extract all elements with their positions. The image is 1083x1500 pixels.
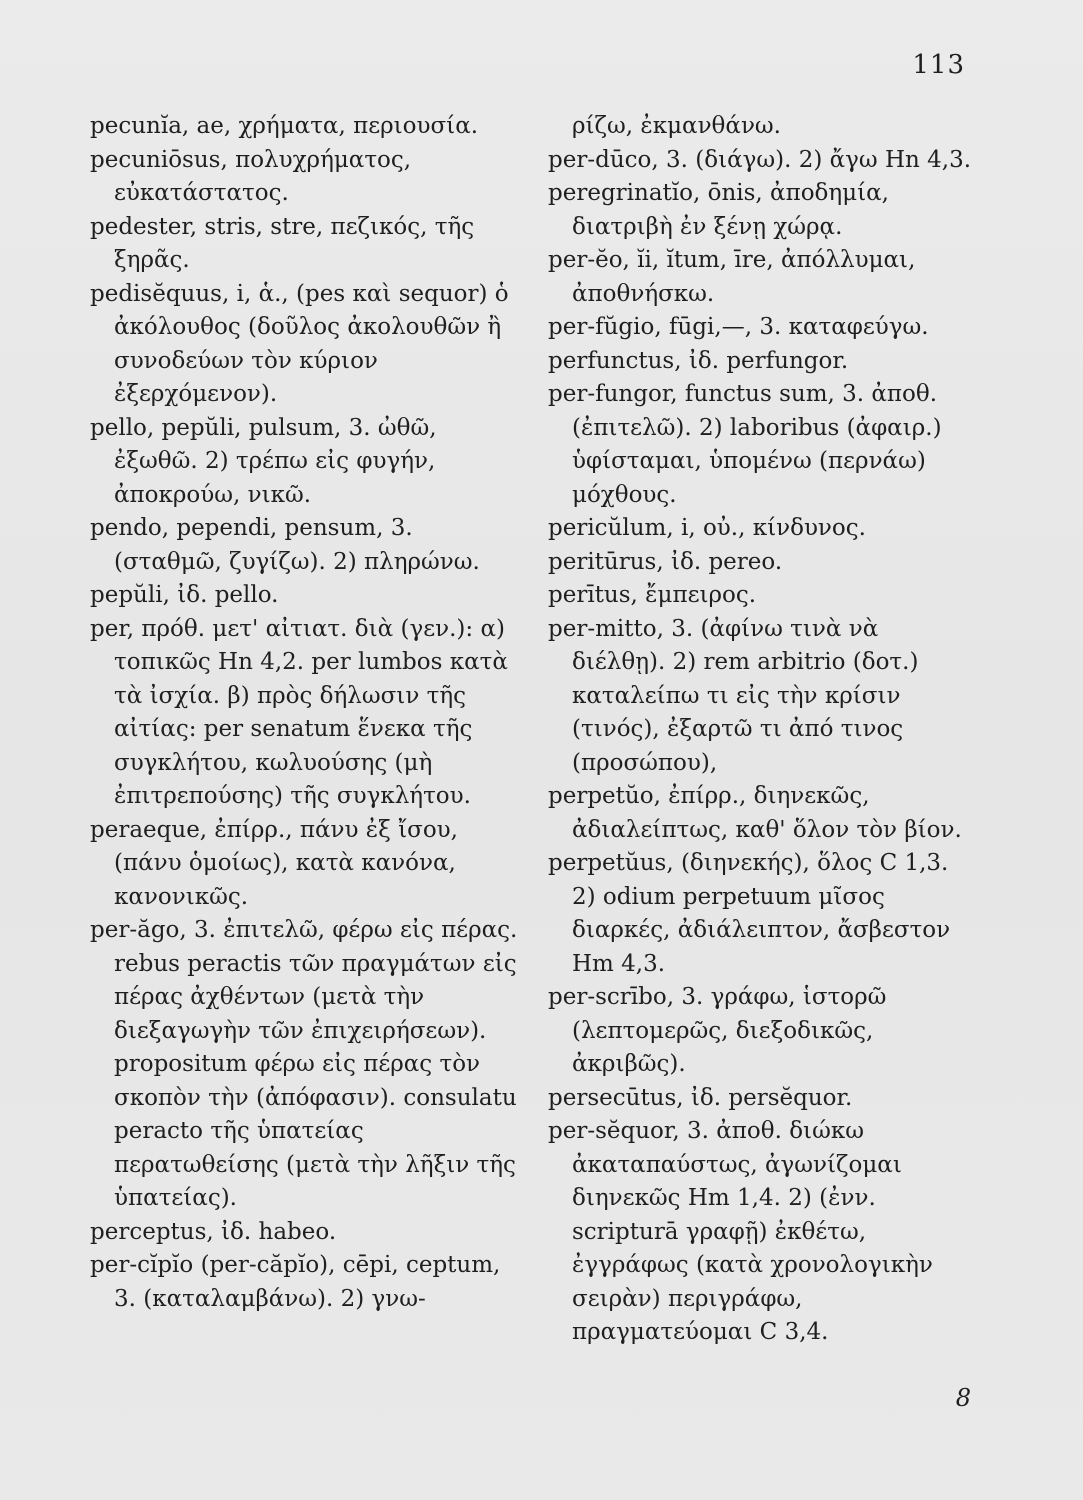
dictionary-entry: perfunctus, ἰδ. perfungor. [548,347,849,374]
dictionary-entry: per-cĭpĭo (per-căpĭo), cēpi, ceptum, 3. (καταλαμβάνω). 2) γνω- [90,1252,501,1312]
dictionary-entry: pepŭli, ἰδ. pello. [90,582,279,608]
dictionary-entry: per-ĕo, ĭi, ĭtum, īre, ἀπόλλυμαι, ἀποθνήσκω. [548,247,916,307]
dictionary-entry: pendo, pependi, pensum, 3. (σταθμῶ, ζυγίζω). 2) πληρώνω. [90,515,480,575]
dictionary-entry: persecūtus, ἰδ. persĕquor. [548,1084,853,1111]
dictionary-entry: per-sĕquor, 3. ἀποθ. διώκω ἀκαταπαύστως, ἀγωνίζομαι διηνεκῶς Hm 1,4. 2) (ἐνν. scripturā γραφῇ) ἐκθέτω, ἐγγράφως (κατὰ χρονολογικὴν σειρὰν) περιγράφω, πραγματεύομαι C 3,4. [548,1118,933,1345]
dictionary-entry: perpetŭus, (διηνεκής), ὅλος C 1,3. 2) odium perpetuum μῖσος διαρκές, ἀδιάλειπτον, ἄσβεστον Hm 4,3. [548,850,951,977]
dictionary-entry: perītus, ἔμπειρος. [548,582,757,608]
dictionary-entry: per-ăgo, 3. ἐπιτελῶ, φέρω εἰς πέρας. rebus peractis τῶν πραγμάτων εἰς πέρας ἀχθέντων (μετὰ τὴν διεξαγωγὴν τῶν ἐπιχειρήσεων). [90,917,518,1044]
right-column [548,110,978,1350]
dictionary-entry: pecunĭa, ae, χρήματα, περιουσία. [90,113,479,139]
dictionary-entry-continuation: propositum φέρω εἰς πέρας τὸν σκοπὸν τὴν (ἀπόφασιν). consulatu peracto τῆς ὑπατείας περατωθείσης (μετὰ τὴν λῆξιν τῆς ὑπατείας). [114,1051,517,1211]
dictionary-entry: per-scrībo, 3. γράφω, ἱστορῶ (λεπτομερῶς, διεξοδικῶς, ἀκριβῶς). [548,984,887,1077]
dictionary-entry: per-fŭgio, fūgi,—, 3. καταφεύγω. [548,314,929,340]
dictionary-entry: per-fungor, functus sum, 3. ἀποθ. (ἐπιτελῶ). 2) laboribus (ἀφαιρ.) ὑφίσταμαι, ὑπομένω (περνάω) μόχθους. [548,381,942,508]
dictionary-entry: pedisĕquus, i, ἁ., (pes καὶ sequor) ὁ ἀκόλουθος (δοῦλος ἀκολουθῶν ἢ συνοδεύων τὸν κύριον ἐξερχόμενον). [90,280,509,407]
dictionary-entry-continuation: ρίζω, ἐκμανθάνω. [572,113,781,139]
dictionary-entry: pericŭlum, i, οὐ., κίνδυνος. [548,515,866,541]
left-column [90,110,520,1316]
dictionary-entry: per-mitto, 3. (ἀφίνω τινὰ νὰ διέλθῃ). 2) rem arbitrio (δοτ.) καταλείπω τι εἰς τὴν κρίσιν (τινός), ἐξαρτῶ τι ἀπό τινος (προσώπου), [548,615,919,776]
signature-mark: 8 [955,1384,971,1412]
dictionary-entry: perceptus, ἰδ. habeo. [90,1218,337,1245]
dictionary-entry: per, πρόθ. μετ' αἰτιατ. διὰ (γεν.): α) τοπικῶς Hn 4,2. per lumbos κατὰ τὰ ἰσχία. β) πρὸς δήλωσιν τῆς αἰτίας: per senatum ἕνεκα τῆς συγκλήτου, κωλυούσης (μὴ ἐπιτρεπούσης) τῆς συγκλήτου. [90,615,508,809]
dictionary-entry: pecuniōsus, πολυχρήματος, εὐκατάστατος. [90,146,412,206]
dictionary-entry: pedester, stris, stre, πεζικός, τῆς ξηρᾶς. [90,213,475,273]
dictionary-entry: peregrinatĭo, ōnis, ἀποδημία, διατριβὴ ἐν ξένῃ χώρᾳ. [548,180,889,240]
dictionary-entry: peraeque, ἐπίρρ., πάνυ ἐξ ἴσου, (πάνυ ὁμοίως), κατὰ κανόνα, κανονικῶς. [90,816,458,910]
page-number: 113 [912,50,965,80]
dictionary-entry: peritūrus, ἰδ. pereo. [548,548,783,575]
dictionary-entry: pello, pepŭli, pulsum, 3. ὠθῶ, ἐξωθῶ. 2) τρέπω εἰς φυγήν, ἀποκρούω, νικῶ. [90,414,437,508]
dictionary-entry: per-dūco, 3. (διάγω). 2) ἄγω Hn 4,3. [548,146,972,173]
dictionary-entry: perpetŭo, ἐπίρρ., διηνεκῶς, ἀδιαλείπτως, καθ' ὅλον τὸν βίον. [548,783,962,843]
